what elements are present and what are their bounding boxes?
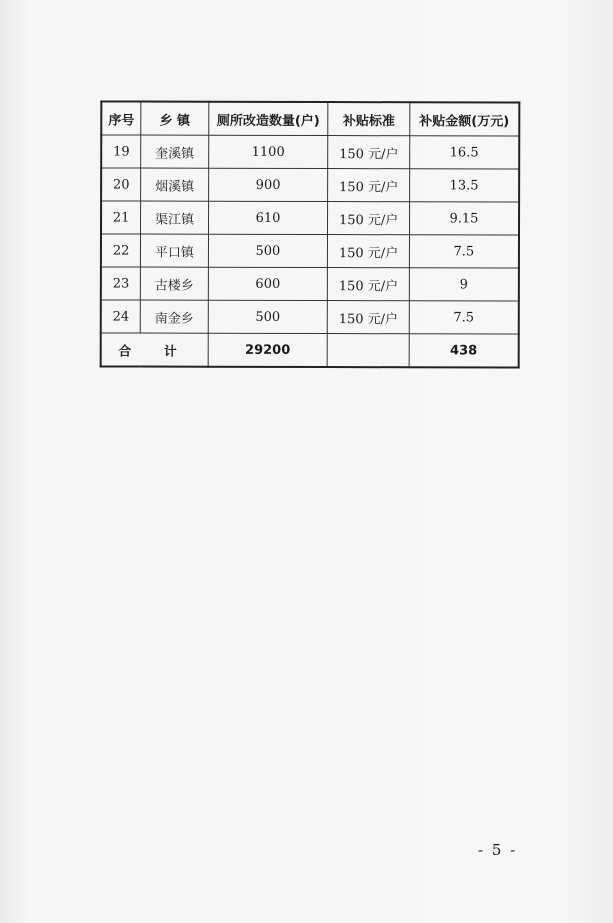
cell-amount: 9 bbox=[409, 268, 519, 301]
cell-amount: 7.5 bbox=[409, 235, 519, 268]
header-count: 厕所改造数量(户) bbox=[208, 102, 328, 136]
cell-standard: 150 元/户 bbox=[328, 169, 410, 202]
cell-town: 南金乡 bbox=[141, 300, 208, 333]
header-amount: 补贴金额(万元) bbox=[410, 102, 520, 136]
cell-count: 500 bbox=[208, 234, 328, 267]
cell-town: 烟溪镇 bbox=[141, 168, 208, 201]
cell-no: 23 bbox=[101, 267, 141, 300]
table-row bbox=[101, 201, 519, 235]
cell-amount: 9.15 bbox=[409, 202, 519, 235]
table-row bbox=[101, 300, 519, 334]
cell-town: 古楼乡 bbox=[141, 267, 208, 300]
cell-town: 渠江镇 bbox=[141, 201, 208, 234]
cell-standard: 150 元/户 bbox=[328, 235, 410, 268]
cell-standard: 150 元/户 bbox=[328, 136, 410, 169]
cell-no: 19 bbox=[101, 135, 141, 168]
cell-count: 600 bbox=[208, 267, 328, 300]
subsidy-table bbox=[100, 100, 521, 368]
header-town: 乡 镇 bbox=[141, 102, 208, 136]
total-amount: 438 bbox=[409, 334, 519, 368]
total-row bbox=[101, 333, 519, 368]
table-header-row bbox=[101, 101, 519, 136]
cell-no: 21 bbox=[101, 201, 141, 234]
table-row bbox=[101, 135, 519, 169]
cell-amount: 13.5 bbox=[409, 169, 519, 202]
cell-standard: 150 元/户 bbox=[328, 268, 410, 301]
page-number: - 5 - bbox=[478, 841, 518, 859]
cell-no: 22 bbox=[101, 234, 141, 267]
header-no: 序号 bbox=[101, 101, 141, 135]
cell-no: 24 bbox=[101, 300, 141, 333]
cell-count: 500 bbox=[208, 300, 328, 333]
cell-count: 610 bbox=[208, 201, 328, 234]
cell-amount: 16.5 bbox=[410, 136, 520, 169]
cell-count: 900 bbox=[208, 168, 328, 201]
total-count: 29200 bbox=[208, 333, 328, 367]
table-row bbox=[101, 267, 519, 301]
table-row bbox=[101, 168, 519, 202]
cell-no: 20 bbox=[101, 168, 141, 201]
total-standard bbox=[327, 334, 409, 368]
table-row bbox=[101, 234, 519, 268]
header-standard: 补贴标准 bbox=[328, 102, 410, 136]
cell-count: 1100 bbox=[208, 135, 328, 168]
cell-amount: 7.5 bbox=[409, 301, 519, 334]
cell-town: 奎溪镇 bbox=[141, 135, 208, 168]
cell-standard: 150 元/户 bbox=[328, 301, 410, 334]
cell-standard: 150 元/户 bbox=[328, 202, 410, 235]
cell-town: 平口镇 bbox=[141, 234, 208, 267]
total-label: 合 计 bbox=[101, 333, 208, 367]
